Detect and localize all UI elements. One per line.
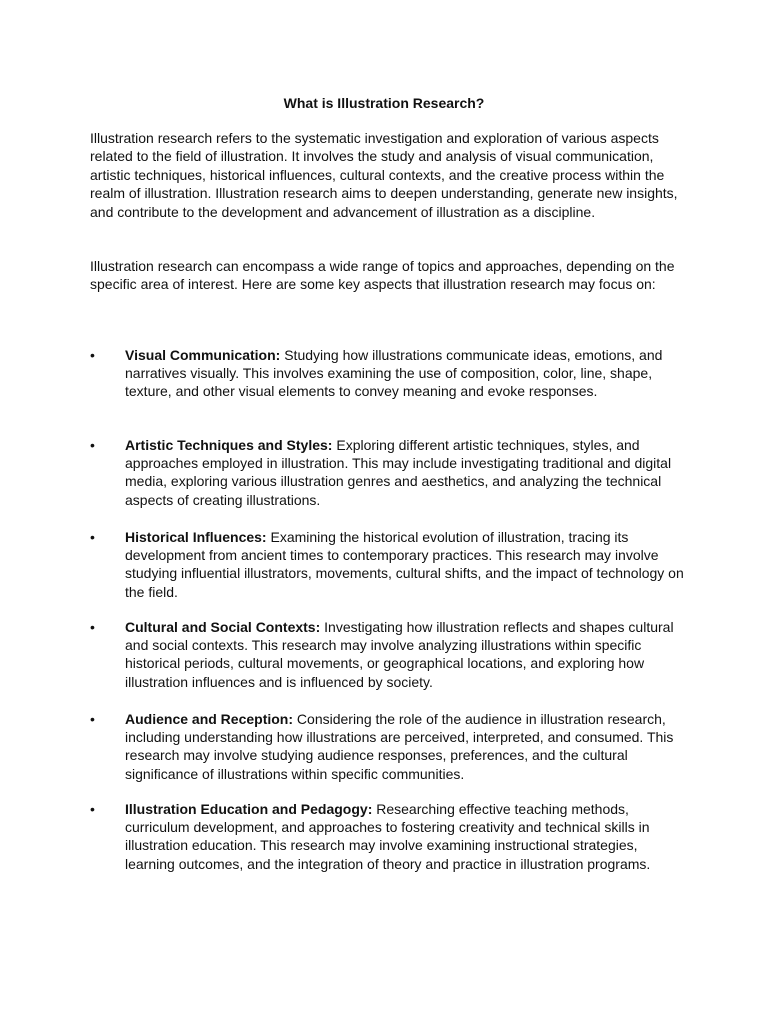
bullet-icon: • [90, 801, 95, 817]
list-item-body [125, 710, 685, 783]
list-item-body [125, 618, 685, 691]
document-title: What is Illustration Research? [283, 95, 485, 111]
list-item-text: Researching effective teaching methods, curriculum development, and approaches to fostering creativity and technical skills in illustration education. This research may involve examining instructional strategies, learning outcomes, and the integration of theory and practice in illustration programs. [125, 801, 651, 872]
list-item-term: Historical Influences: [125, 529, 267, 545]
list-item-term: Illustration Education and Pedagogy: [125, 801, 373, 817]
list-item-text: Examining the historical evolution of illustration, tracing its development from ancient times to contemporary practices. This research may involve studying influential illustrators, movements, cultural shifts, and the impact of technology on the field. [125, 529, 684, 600]
list-item-body [125, 800, 685, 873]
list-item-term: Audience and Reception: [125, 711, 294, 727]
list-item-term: Artistic Techniques and Styles: [125, 437, 333, 453]
list-item-term: Visual Communication: [125, 347, 281, 363]
list-item-text: Exploring different artistic techniques, styles, and approaches employed in illustration. This may include investigating traditional and digital media, exploring various illustration genres and aesthetics, and analyzing the technical aspects of creating illustrations. [125, 437, 672, 508]
bullet-icon: • [90, 711, 95, 727]
bullet-icon: • [90, 347, 95, 363]
list-item-body [125, 346, 685, 401]
bullet-icon: • [90, 619, 95, 635]
list-item-text: Studying how illustrations communicate ideas, emotions, and narratives visually. This involves examining the use of composition, color, line, shape, texture, and other visual elements to convey meaning and evoke responses. [125, 347, 663, 400]
list-item-text: Investigating how illustration reflects and shapes cultural and social contexts. This research may involve analyzing illustrations within specific historical periods, cultural movements, or geographical locations, and exploring how illustration influences and is influenced by society. [125, 619, 674, 690]
list-item-body [125, 436, 685, 509]
bullet-icon: • [90, 437, 95, 453]
topics-paragraph: Illustration research can encompass a wide range of topics and approaches, depending on the specific area of interest. Here are some key aspects that illustration research may focus on: [90, 258, 675, 293]
list-item-term: Cultural and Social Contexts: [125, 619, 321, 635]
list-item-text: Considering the role of the audience in illustration research, including understanding how illustrations are perceived, interpreted, and consumed. This research may involve studying audience responses, preferences, and the cultural significance of illustrations within specific communities. [125, 711, 674, 782]
list-item-body [125, 528, 685, 601]
bullet-icon: • [90, 529, 95, 545]
intro-paragraph: Illustration research refers to the systematic investigation and exploration of various aspects related to the field of illustration. It involves the study and analysis of visual communication, artistic techniques, historical influences, cultural contexts, and the creative process within the realm of illustration. Illustration research aims to deepen understanding, generate new insights, and contribute to the development and advancement of illustration as a discipline. [90, 130, 678, 220]
